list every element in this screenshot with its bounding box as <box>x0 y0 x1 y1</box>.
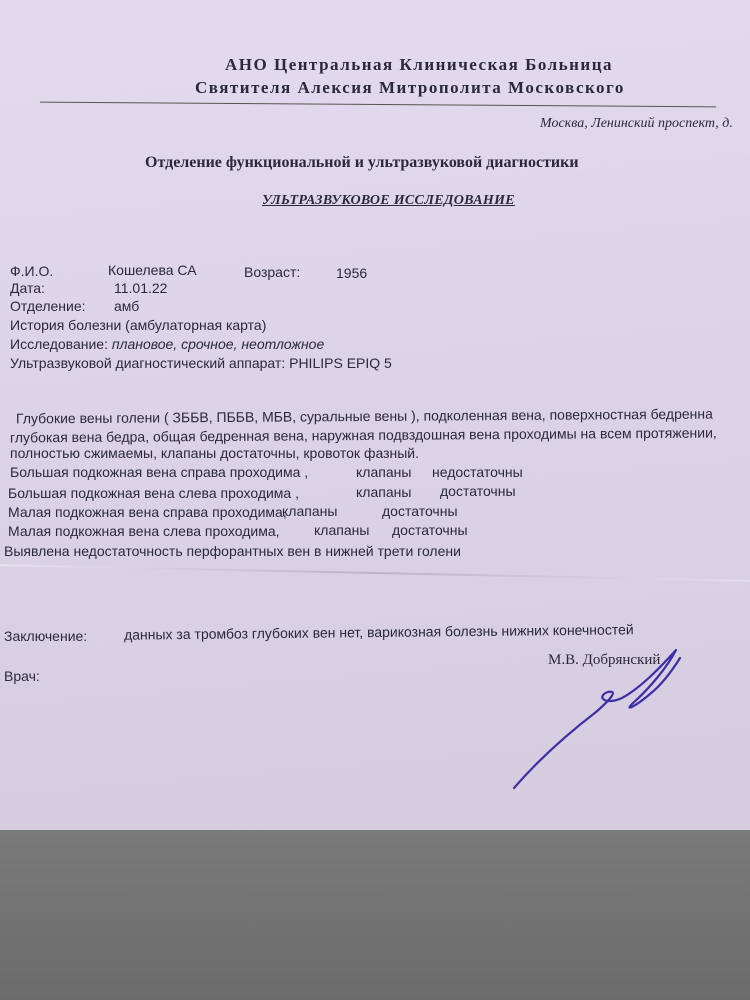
perforant-line: Выявлена недостаточность перфорантных вен в нижней трети голени <box>4 543 461 559</box>
device-line <box>10 355 392 371</box>
exam-value: плановое, срочное, неотложное <box>111 336 325 352</box>
vein-row-1-status: недостаточны <box>432 464 523 480</box>
history-line: История болезни (амбулаторная карта) <box>10 317 267 333</box>
exam-label: Исследование: <box>10 336 108 352</box>
vein-row-3-status: достаточны <box>382 503 458 519</box>
conclusion-label: Заключение: <box>4 628 88 644</box>
findings-line-2: глубокая вена бедра, общая бедренная вена, наружная подвздошная вена проходимы на всем протяжении, <box>9 424 717 446</box>
vein-row-4 <box>8 523 280 539</box>
dept-value: амб <box>114 298 140 314</box>
vein-name: Большая подкожная вена слева проходима , <box>8 485 299 501</box>
vein-name: Большая подкожная вена справа проходима , <box>10 464 309 480</box>
findings-line-1: Глубокие вены голени ( ЗББВ, ПББВ, МБВ, суральные вены ), подколенная вена, поверхностная бедренна <box>15 405 713 427</box>
age-label: Возраст: <box>244 264 301 280</box>
vein-row-1 <box>10 464 308 480</box>
fio-value: Кошелева СА <box>108 262 197 278</box>
vein-row-2-valves: клапаны <box>356 484 412 500</box>
vein-row-2-status: достаточны <box>440 483 516 499</box>
vein-name: Малая подкожная вена слева проходима, <box>8 523 280 539</box>
findings-line-3: полностью сжимаемы, клапаны достаточны, кровоток фазный. <box>10 445 420 461</box>
device-label: Ультразвуковой диагностический аппарат: <box>10 355 286 371</box>
fio-label: Ф.И.О. <box>10 263 54 279</box>
date-label: Дата: <box>10 280 45 296</box>
vein-row-4-status: достаточны <box>392 522 468 538</box>
document-title: УЛЬТРАЗВУКОВОЕ ИССЛЕДОВАНИЕ <box>262 193 515 208</box>
org-name-line1: АНО Центральная Клиническая Больница <box>225 55 614 74</box>
signature <box>500 640 700 800</box>
doctor-name: М.В. Добрянский <box>548 652 661 668</box>
vein-row-1-valves: клапаны <box>356 464 412 480</box>
exam-line <box>10 336 324 352</box>
vein-row-2 <box>8 485 299 501</box>
doctor-label: Врач: <box>4 668 40 684</box>
dept-label: Отделение: <box>10 298 86 314</box>
age-value: 1956 <box>336 265 368 281</box>
vein-row-4-valves: клапаны <box>314 522 370 538</box>
org-name-line2: Святителя Алексия Митрополита Московского <box>195 78 625 97</box>
paper-fold <box>0 564 750 582</box>
conclusion-text: данных за тромбоз глубоких вен нет, варикозная болезнь нижних конечностей <box>123 621 634 643</box>
date-value: 11.01.22 <box>114 280 168 296</box>
vein-row-3-valves: клапаны <box>282 503 338 519</box>
vein-name: Малая подкожная вена справа проходима, <box>8 504 287 520</box>
header-divider <box>40 102 716 108</box>
device-value: PHILIPS EPIQ 5 <box>289 355 392 371</box>
vein-row-3 <box>8 504 287 520</box>
department-title: Отделение функциональной и ультразвуковой диагностики <box>145 154 579 171</box>
address: Москва, Ленинский проспект, д. <box>540 116 733 131</box>
background-area <box>0 830 750 1000</box>
